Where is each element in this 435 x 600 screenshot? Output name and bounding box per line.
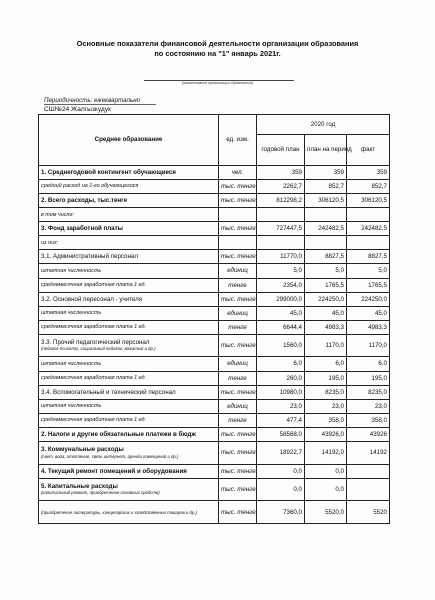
- row-annual-plan: 18922,7: [257, 442, 305, 465]
- row-label: штатная численность: [39, 399, 219, 413]
- row-unit: тыс. тенге: [219, 179, 257, 193]
- row-period-plan: 852,7: [305, 179, 347, 193]
- table-row: [39, 464, 390, 478]
- row-annual-plan: 6644,4: [257, 320, 305, 334]
- row-fact: 1765,5: [347, 278, 390, 292]
- row-unit: тенге: [219, 413, 257, 427]
- table-header-row-1: [39, 115, 390, 135]
- row-label: штатная численность: [39, 264, 219, 278]
- row-unit: [219, 236, 257, 250]
- row-fact: 4983,3: [347, 320, 390, 334]
- document-title: [0, 39, 435, 58]
- row-annual-plan: 11770,0: [257, 250, 305, 264]
- row-period-plan: 45,0: [305, 306, 347, 320]
- table-row: [39, 371, 390, 385]
- row-annual-plan: 727447,5: [257, 222, 305, 236]
- table-row: [39, 399, 390, 413]
- row-period-plan: 23,0: [305, 399, 347, 413]
- header-unit: ед. изм.: [219, 115, 257, 166]
- row-annual-plan: 45,0: [257, 306, 305, 320]
- row-label-main: 3. Коммунальные расходы: [41, 445, 124, 453]
- row-unit: тыс. тенге: [219, 501, 257, 524]
- row-unit: тыс. тенге: [219, 464, 257, 478]
- row-unit: единиц: [219, 399, 257, 413]
- row-label: 2. Налоги и другие обязательные платежи в бюдж: [39, 427, 219, 441]
- table-row: [39, 278, 390, 292]
- row-fact: [347, 464, 390, 478]
- row-label-main: 3.3. Прочий педагогический персонал: [41, 338, 150, 346]
- table-row: [39, 320, 390, 334]
- row-label: в том числе:: [39, 208, 219, 222]
- row-unit: тыс. тенге: [219, 427, 257, 441]
- row-label: 3.2. Основной пересонал - учителя: [39, 292, 219, 306]
- row-label: 1. Среднегодовой контингент обучающиеся: [39, 165, 219, 179]
- row-unit: тенге: [219, 371, 257, 385]
- row-unit: тыс. тенге: [219, 478, 257, 501]
- row-annual-plan: 0,0: [257, 478, 305, 501]
- row-label: [39, 442, 219, 465]
- row-fact: 306120,5: [347, 193, 390, 207]
- row-fact: 45,0: [347, 306, 390, 320]
- table-row: [39, 478, 390, 501]
- row-unit: тыс. тенге: [219, 292, 257, 306]
- header-year: 2020 год: [257, 115, 390, 135]
- row-fact: [347, 478, 390, 501]
- row-fact: 5520: [347, 501, 390, 524]
- row-label: [39, 478, 219, 501]
- row-annual-plan: 812298,2: [257, 193, 305, 207]
- row-fact: 8827,5: [347, 250, 390, 264]
- row-period-plan: 6,0: [305, 357, 347, 371]
- row-period-plan: 306120,5: [305, 193, 347, 207]
- table-row: [39, 250, 390, 264]
- row-label-note: (педагог-психолог, социальный педагог, вожатый и др.): [41, 346, 156, 352]
- row-unit: тыс. тенге: [219, 442, 257, 465]
- table-row: [39, 385, 390, 399]
- row-label: 3.1. Административный персонал: [39, 250, 219, 264]
- row-label: средний расход на 1-го обучающегося: [39, 179, 219, 193]
- row-period-plan: 5,0: [305, 264, 347, 278]
- row-label-note: (капитальный ремонт, приобретение основных средств): [41, 490, 160, 496]
- table-row: [39, 501, 390, 524]
- org-name-caption: (наименование организации образования): [181, 81, 254, 85]
- row-annual-plan: [257, 236, 305, 250]
- row-period-plan: [305, 236, 347, 250]
- school-name: СШ№24 Жалгызкудук: [44, 106, 111, 113]
- table-row: [39, 193, 390, 207]
- row-unit: единиц: [219, 357, 257, 371]
- row-period-plan: 195,0: [305, 371, 347, 385]
- table-row: [39, 427, 390, 441]
- table-row: [39, 208, 390, 222]
- row-unit: [219, 208, 257, 222]
- row-unit: тыс. тенге: [219, 222, 257, 236]
- row-annual-plan: 0,0: [257, 464, 305, 478]
- row-fact: 358,0: [347, 413, 390, 427]
- row-label: 2. Всего расходы, тыс.тенге: [39, 193, 219, 207]
- row-period-plan: 5520,0: [305, 501, 347, 524]
- table-row: [39, 306, 390, 320]
- row-annual-plan: 477,4: [257, 413, 305, 427]
- row-fact: 195,0: [347, 371, 390, 385]
- row-fact: 359: [347, 165, 390, 179]
- finance-table: [38, 114, 390, 524]
- row-unit: тыс. тенге: [219, 385, 257, 399]
- row-label: 3.4. Вспомогательный и технический персонал: [39, 385, 219, 399]
- periodicity-underline: [44, 104, 156, 105]
- row-fact: 5,0: [347, 264, 390, 278]
- row-annual-plan: [257, 208, 305, 222]
- row-fact: 14192: [347, 442, 390, 465]
- row-annual-plan: 2354,0: [257, 278, 305, 292]
- row-label: среднемесячная заработная плата 1 ед.: [39, 278, 219, 292]
- row-annual-plan: 5,0: [257, 264, 305, 278]
- row-period-plan: 43926,0: [305, 427, 347, 441]
- row-annual-plan: 58568,0: [257, 427, 305, 441]
- row-unit: единиц: [219, 264, 257, 278]
- row-unit: тыс. тенге: [219, 193, 257, 207]
- header-fact: факт: [347, 134, 390, 165]
- row-period-plan: 358,0: [305, 413, 347, 427]
- row-period-plan: 1765,5: [305, 278, 347, 292]
- row-fact: 224250,0: [347, 292, 390, 306]
- row-annual-plan: 10980,0: [257, 385, 305, 399]
- row-fact: 1170,0: [347, 334, 390, 357]
- row-fact: 852,7: [347, 179, 390, 193]
- header-annual-plan: годовой план: [257, 134, 305, 165]
- row-period-plan: 8827,5: [305, 250, 347, 264]
- row-fact: 43926: [347, 427, 390, 441]
- row-fact: 23,0: [347, 399, 390, 413]
- row-label: штатная численность: [39, 306, 219, 320]
- table-row: [39, 222, 390, 236]
- row-annual-plan: 359: [257, 165, 305, 179]
- header-name: Среднее образование: [39, 115, 219, 166]
- header-period-plan: план на период: [305, 134, 347, 165]
- row-unit: тенге: [219, 320, 257, 334]
- row-period-plan: 14192,0: [305, 442, 347, 465]
- table-row: [39, 179, 390, 193]
- row-period-plan: 0,0: [305, 464, 347, 478]
- table-row: [39, 357, 390, 371]
- row-period-plan: 8235,0: [305, 385, 347, 399]
- row-fact: [347, 236, 390, 250]
- table-row: [39, 334, 390, 357]
- table-row: [39, 165, 390, 179]
- row-label: из них:: [39, 236, 219, 250]
- row-annual-plan: 299000,0: [257, 292, 305, 306]
- row-period-plan: 242482,5: [305, 222, 347, 236]
- row-period-plan: 0,0: [305, 478, 347, 501]
- row-unit: тыс. тенге: [219, 334, 257, 357]
- periodicity-label: Периодичность: ежеквартально: [44, 97, 141, 104]
- row-fact: 6,0: [347, 357, 390, 371]
- row-label: [39, 334, 219, 357]
- row-label: штатная численность: [39, 357, 219, 371]
- row-label: 4. Текущий ремонт помещений и оборудования: [39, 464, 219, 478]
- row-period-plan: 359: [305, 165, 347, 179]
- row-unit: тыс. тенге: [219, 250, 257, 264]
- row-label-note: (приобретение литературы, канцелярских и хозяйственных товаров и др.): [41, 509, 197, 515]
- row-label: среднемесячная заработная плата 1 ед.: [39, 413, 219, 427]
- row-unit: единиц: [219, 306, 257, 320]
- row-annual-plan: 23,0: [257, 399, 305, 413]
- row-label: 3. Фонд заработной платы: [39, 222, 219, 236]
- row-fact: 242482,5: [347, 222, 390, 236]
- table-row: [39, 236, 390, 250]
- row-period-plan: [305, 208, 347, 222]
- row-label-note: (свет, вода, отопление, связь интернет, аренда помещений и др.): [41, 453, 179, 459]
- title-line-2: по состоянию на "1" январь 2021г.: [154, 48, 281, 58]
- row-annual-plan: 260,0: [257, 371, 305, 385]
- row-period-plan: 224250,0: [305, 292, 347, 306]
- row-label: среднемесячная заработная плата 1 ед.: [39, 371, 219, 385]
- row-label-main: 5. Капитальные расходы: [41, 482, 118, 490]
- row-annual-plan: 1560,0: [257, 334, 305, 357]
- row-fact: [347, 208, 390, 222]
- table-row: [39, 413, 390, 427]
- row-fact: 8235,0: [347, 385, 390, 399]
- row-unit: чел.: [219, 165, 257, 179]
- row-annual-plan: 2262,7: [257, 179, 305, 193]
- title-line-1: Основные показатели финансовой деятельности организации образования: [76, 39, 359, 48]
- table-row: [39, 264, 390, 278]
- row-label: [39, 501, 219, 524]
- row-unit: тенге: [219, 278, 257, 292]
- table-row: [39, 292, 390, 306]
- row-annual-plan: 7360,0: [257, 501, 305, 524]
- row-label: среднемесячная заработная плата 1 ед.: [39, 320, 219, 334]
- row-annual-plan: 6,0: [257, 357, 305, 371]
- table-row: [39, 442, 390, 465]
- row-period-plan: 4983,3: [305, 320, 347, 334]
- row-period-plan: 1170,0: [305, 334, 347, 357]
